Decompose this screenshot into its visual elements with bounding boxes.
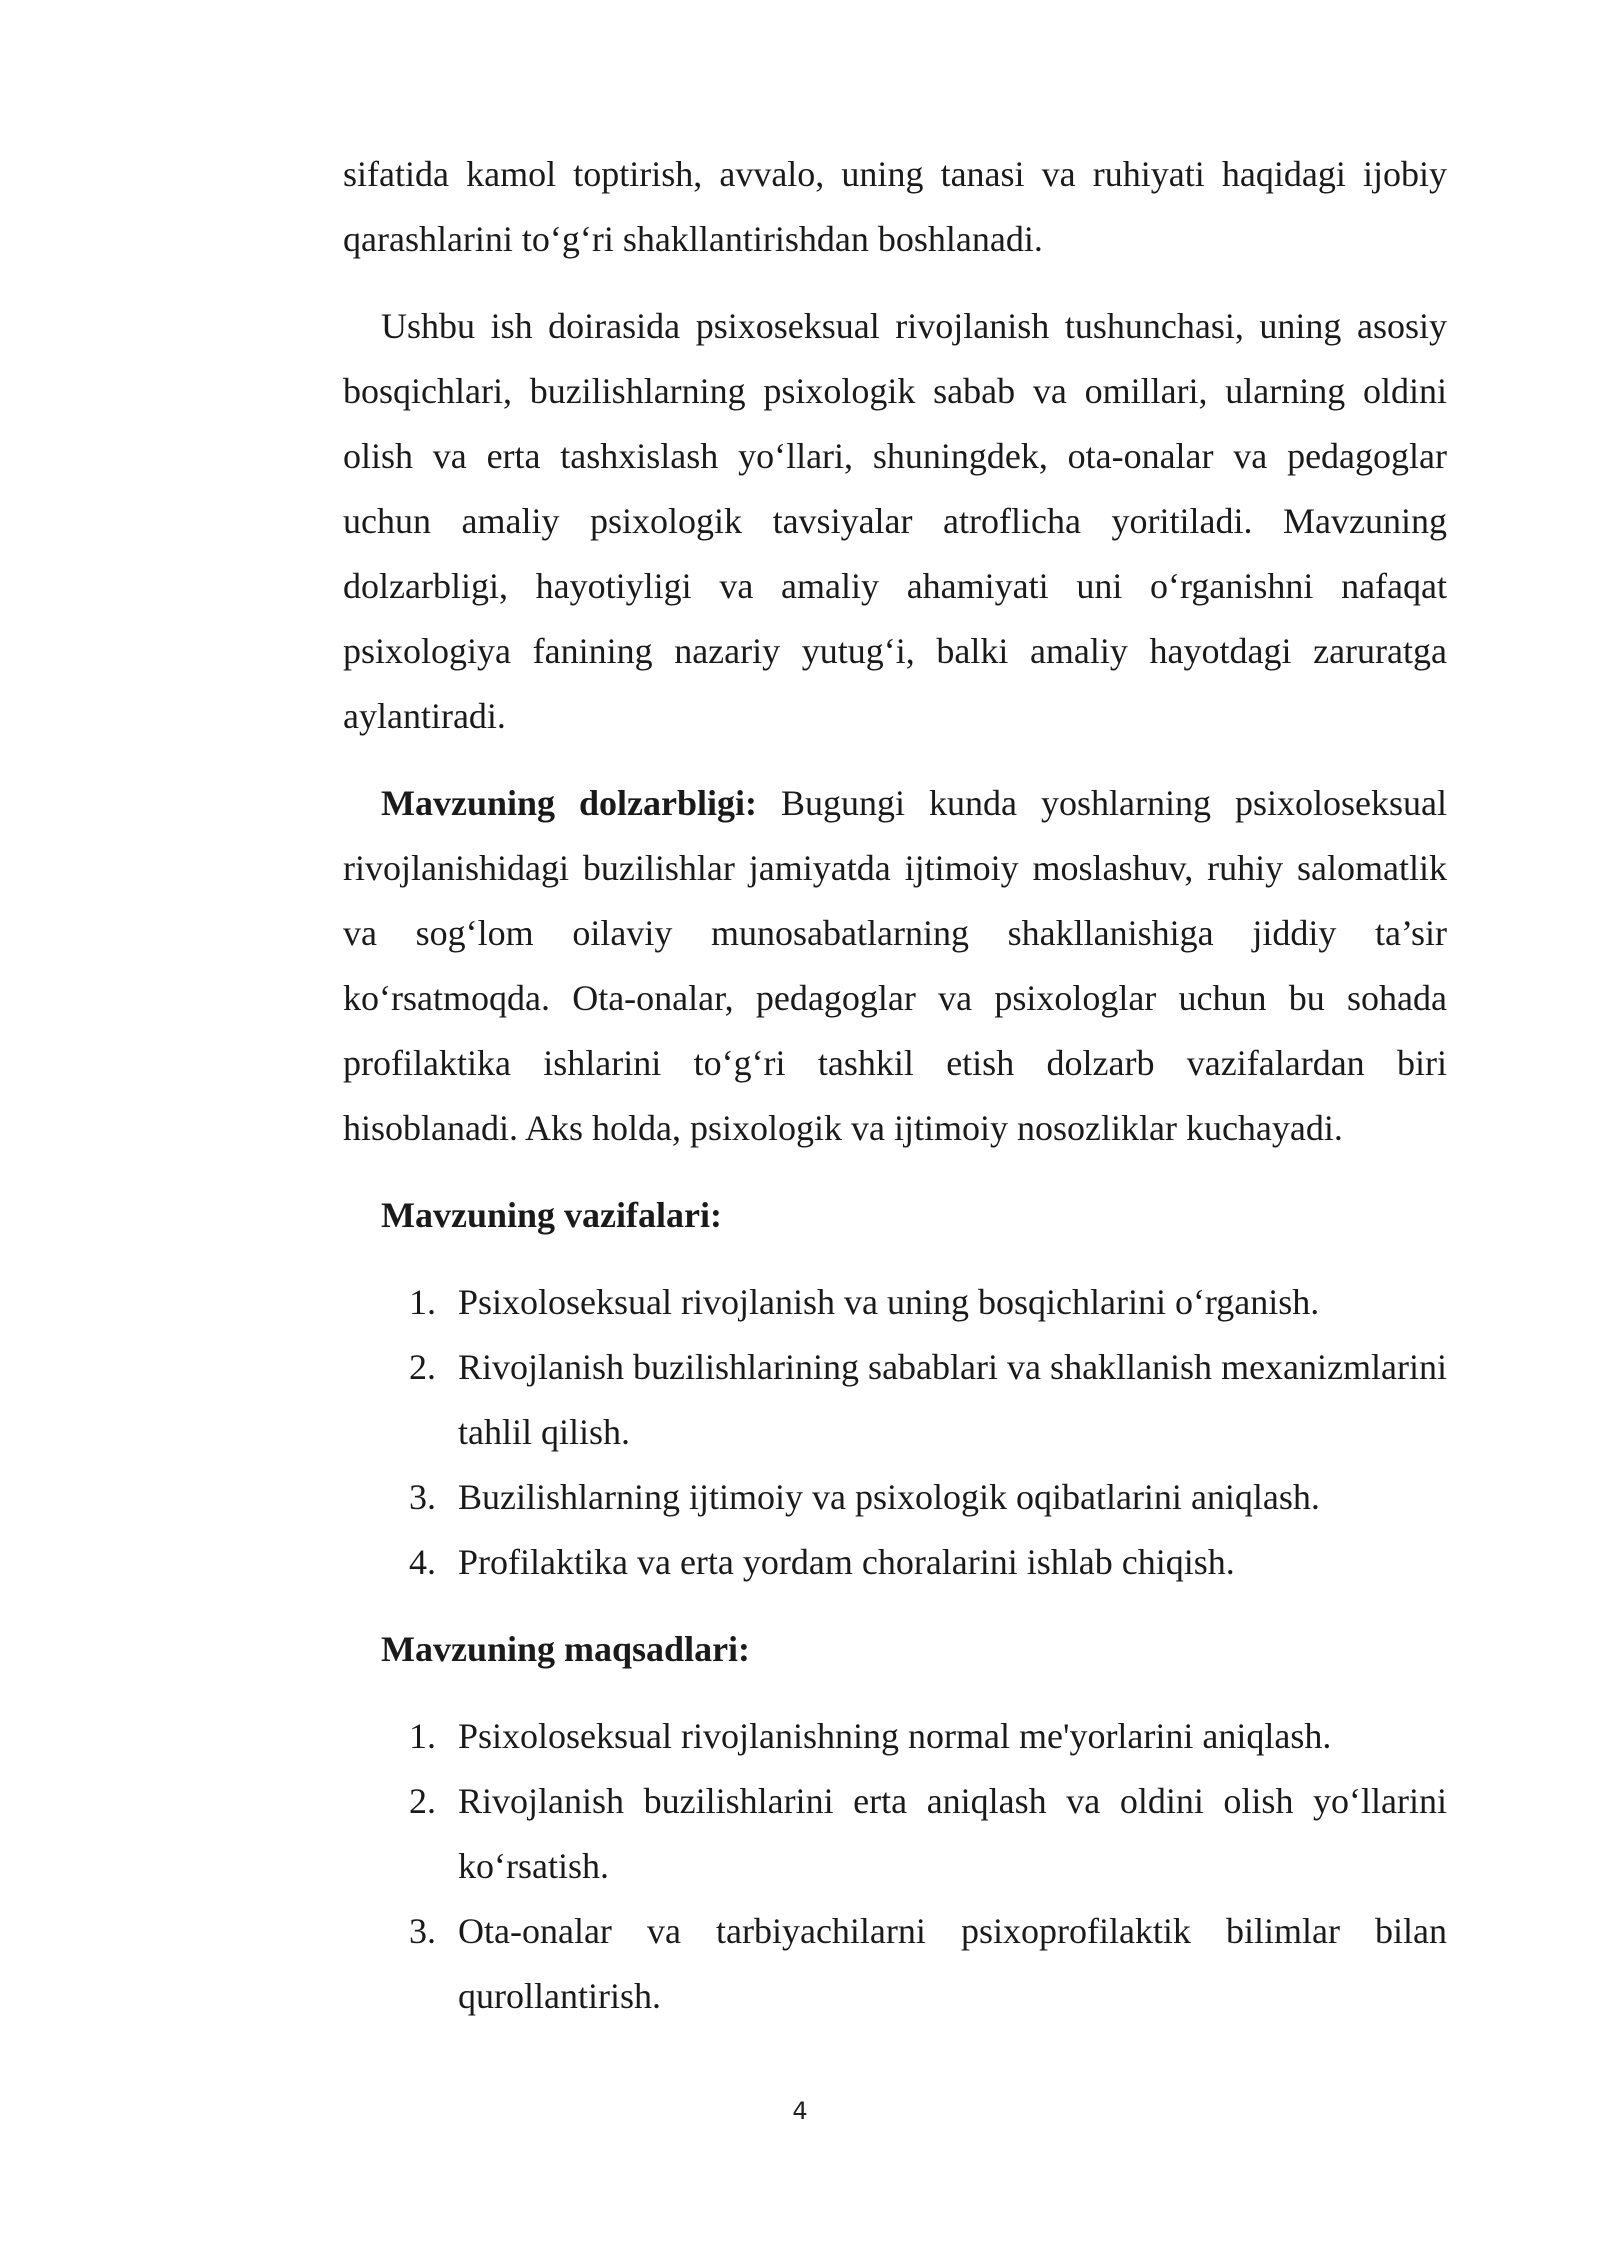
list-item (343, 1530, 1447, 1595)
list-item (343, 1769, 1447, 1899)
relevance-text: Bugungi kunda yoshlarning psixoloseksual rivojlanishidagi buzilishlar jamiyatda ijtimoiy moslashuv, ruhiy salomatlik va sog‘lom oilaviy munosabatlarning shakllanishiga jiddiy ta’sir ko‘rsatmoqda. Ota-onalar, pedagoglar va psixologlar uchun bu sohada profilaktika ishlarini to‘g‘ri tashkil etish dolzarb vazifalardan biri hisoblanadi. Aks holda, psixologik va ijtimoiy nosozliklar kuchayadi. (343, 783, 1447, 1148)
list-item-text: Profilaktika va erta yordam choralarini ishlab chiqish. (458, 1542, 1235, 1582)
relevance-label: Mavzuning dolzarbligi: (381, 783, 758, 823)
page-body (343, 142, 1447, 2029)
list-item-number: 2. (409, 1781, 436, 1821)
page-number: 4 (792, 2097, 808, 2125)
list-item (343, 1704, 1447, 1769)
list-item-number: 4. (409, 1542, 436, 1582)
list-item-text: Buzilishlarning ijtimoiy va psixologik oqibatlarini aniqlash. (458, 1477, 1320, 1517)
goals-list (343, 1704, 1447, 2029)
paragraph-intro-continuation: sifatida kamol toptirish, avvalo, uning tanasi va ruhiyati haqidagi ijobiy qarashlarini to‘g‘ri shakllantirishdan boshlanadi. (343, 154, 1447, 259)
paragraph-scope: Ushbu ish doirasida psixoseksual rivojlanish tushunchasi, uning asosiy bosqichlari, buzilishlarning psixologik sabab va omillari, ularning oldini olish va erta tashxislash yo‘llari, shuningdek, ota-onalar va pedagoglar uchun amaliy psixologik tavsiyalar atroflicha yoritiladi. Mavzuning dolzarbligi, hayotiyligi va amaliy ahamiyati uni o‘rganishni nafaqat psixologiya fanining nazariy yutug‘i, balki amaliy hayotdagi zaruratga aylantiradi. (343, 306, 1447, 736)
list-item-number: 2. (409, 1347, 436, 1387)
list-item (343, 1465, 1447, 1530)
list-item-text: Psixoloseksual rivojlanishning normal me'yorlarini aniqlash. (458, 1716, 1332, 1756)
list-item (343, 1270, 1447, 1335)
tasks-heading: Mavzuning vazifalari: (381, 1195, 722, 1235)
list-item-text: Psixoloseksual rivojlanish va uning bosqichlarini o‘rganish. (458, 1282, 1320, 1322)
list-item-text: Ota-onalar va tarbiyachilarni psixoprofilaktik bilimlar bilan qurollantirish. (458, 1911, 1447, 2016)
list-item-number: 1. (409, 1282, 436, 1322)
list-item (343, 1899, 1447, 2029)
goals-heading: Mavzuning maqsadlari: (381, 1629, 751, 1669)
tasks-list (343, 1270, 1447, 1595)
list-item-text: Rivojlanish buzilishlarini erta aniqlash va oldini olish yo‘llarini ko‘rsatish. (458, 1781, 1447, 1886)
list-item-number: 3. (409, 1911, 436, 1951)
list-item-number: 3. (409, 1477, 436, 1517)
list-item (343, 1335, 1447, 1465)
list-item-number: 1. (409, 1716, 436, 1756)
list-item-text: Rivojlanish buzilishlarining sabablari va shakllanish mexanizmlarini tahlil qilish. (458, 1347, 1447, 1452)
paragraph-relevance (343, 771, 1447, 1161)
